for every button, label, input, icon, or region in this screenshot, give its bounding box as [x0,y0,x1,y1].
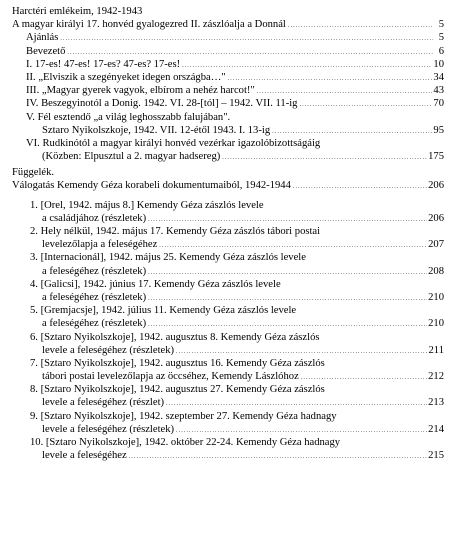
toc-entry-text: 2. Hely nélkül, 1942. május 17. Kemendy Géza zászlós tábori postai [30,226,321,237]
toc-entry-continuation [12,449,444,462]
toc-page-number: 175 [428,151,444,163]
toc-entry-text: Bevezető [26,45,66,57]
toc-entry [12,137,444,150]
toc-entry [12,331,444,344]
toc-entry [12,357,444,370]
dot-leader [293,181,427,194]
toc-page-number: 10 [433,58,444,70]
toc-page-number: 215 [428,450,444,462]
toc-page-number: 208 [428,265,444,277]
toc-entry-text: I. 17-es! 47-es! 17-es? 47-es? 17-es! [26,58,181,70]
toc-entry-text: levelezőlapja a feleségéhez [42,239,158,251]
toc-part-heading [12,18,444,31]
toc-page-number: 210 [428,318,444,330]
toc-entry-text: a családjához (részletek) [42,212,147,224]
toc-page-number: 43 [433,85,444,97]
toc-entry-text: A magyar királyi 17. honvéd gyalogezred II. zászlóalja a Donnál [12,19,286,31]
toc-entry [12,410,444,423]
toc-entry-continuation [12,265,444,278]
toc-entry-text: III. „Magyar gyerek vagyok, elbírom a nehéz harcot!" [26,85,255,97]
toc-page-number: 212 [428,371,444,383]
dot-leader [129,451,427,464]
toc-entry [12,97,444,110]
toc-entry-text: VI. Rudkinótól a magyar királyi honvéd vezérkar igazolóbizottságáig [26,137,321,149]
toc-entry-text: 10. [Sztaro Nyikolszkoje], 1942. október 22-24. Kemendy Géza hadnagy [30,437,341,448]
toc-entry [12,84,444,97]
toc-entry-text: levele a feleségéhez (részlet) [42,397,165,409]
toc-entry [12,71,444,84]
toc-page-number: 70 [433,98,444,110]
book-title: Harctéri emlékeim, 1942-1943 [12,6,143,17]
toc-entry-text: 9. [Sztaro Nyikolszkoje], 1942. szeptember 27. Kemendy Géza hadnagy [30,410,337,422]
toc-entry-continuation [12,396,444,409]
table-of-contents [12,5,444,462]
toc-entry-text: levele a feleségéhez (részletek) [42,423,175,435]
toc-entry-text: 8. [Sztaro Nyikolszkoje], 1942. augusztus 27. Kemendy Géza zászlós [30,384,325,396]
toc-entry [12,225,444,238]
toc-entry-continuation [12,370,444,383]
toc-entry [12,199,444,212]
toc-entry [12,251,444,264]
toc-entry-text: V. Fél esztendő „a világ leghosszabb falujában". [26,111,231,123]
toc-entry-continuation [12,238,444,251]
toc-entry-text: 6. [Sztaro Nyikolszkoje], 1942. augusztus 8. Kemendy Géza zászlós [30,331,320,343]
toc-entry-text: levele a feleségéhez [42,450,127,462]
toc-entry-text: 1. [Orel, 1942. május 8.] Kemendy Géza zászlós levele [30,199,264,211]
toc-entry-text: 4. [Galicsi], 1942. június 17. Kemendy Géza zászlós levele [30,278,281,290]
toc-part-heading [12,179,444,192]
toc-entry [12,304,444,317]
toc-entry-text: tábori postai levelezőlapja az öccséhez, Kemendy Lászlóhoz [42,371,299,383]
toc-entry-text: levele a feleségéhez (részletek) [42,344,175,356]
toc-page-number: 206 [428,180,444,192]
toc-entry-continuation [12,150,444,163]
toc-page-number: 207 [428,239,444,251]
toc-entry-continuation [12,212,444,225]
toc-entry [12,45,444,58]
toc-entry-text: Válogatás Kemendy Géza korabeli dokumentumaiból, 1942-1944 [12,180,291,192]
toc-entry [12,278,444,291]
toc-page-number: 206 [428,212,444,224]
toc-entry [12,58,444,71]
toc-entry-text: (Közben: Elpusztul a 2. magyar hadsereg) [42,151,221,163]
appendix-heading: Függelék. [12,167,55,179]
toc-page-number: 214 [428,423,444,435]
toc-page-number: 95 [433,124,444,136]
toc-page-number: 6 [438,45,444,57]
toc-entry-text: 7. [Sztaro Nyikolszkoje], 1942. augusztus 16. Kemendy Géza zászlós [30,357,325,369]
toc-entry-text: Ajánlás [26,32,59,44]
toc-entry [12,111,444,124]
toc-entry-continuation [12,423,444,436]
toc-entry-text: IV. Beszegyinotól a Donig. 1942. VI. 28-[tól] – 1942. VII. 11-ig [26,98,298,110]
toc-entry-text: a feleségéhez (részletek) [42,318,147,330]
toc-page-number: 34 [433,71,444,83]
toc-entry-continuation [12,317,444,330]
dot-leader [222,152,427,165]
toc-entry [12,31,444,44]
toc-page-number: 5 [438,32,444,44]
toc-page-number: 210 [428,291,444,303]
toc-entry-text: 5. [Gremjacsje], 1942. július 11. Kemendy Géza zászlós levele [30,305,297,317]
toc-page-number: 5 [438,19,444,31]
toc-entry [12,383,444,396]
toc-entry-text: a feleségéhez (részletek) [42,291,147,303]
toc-entry-text: a feleségéhez (részletek) [42,265,147,277]
toc-entry [12,436,444,449]
toc-entry-text: Sztaro Nyikolszkoje, 1942. VII. 12-étől 1943. I. 13-ig [42,124,271,136]
toc-page-number: 211 [428,344,444,356]
toc-entry-text: 3. [Internacionál], 1942. május 25. Kemendy Géza zászlós levele [30,252,306,264]
toc-entry-continuation [12,291,444,304]
toc-entry-text: II. „Elviszik a szegényeket idegen országba…" [26,71,226,83]
toc-entry-continuation [12,344,444,357]
toc-page-number: 213 [428,397,444,409]
toc-entry-continuation [12,124,444,137]
